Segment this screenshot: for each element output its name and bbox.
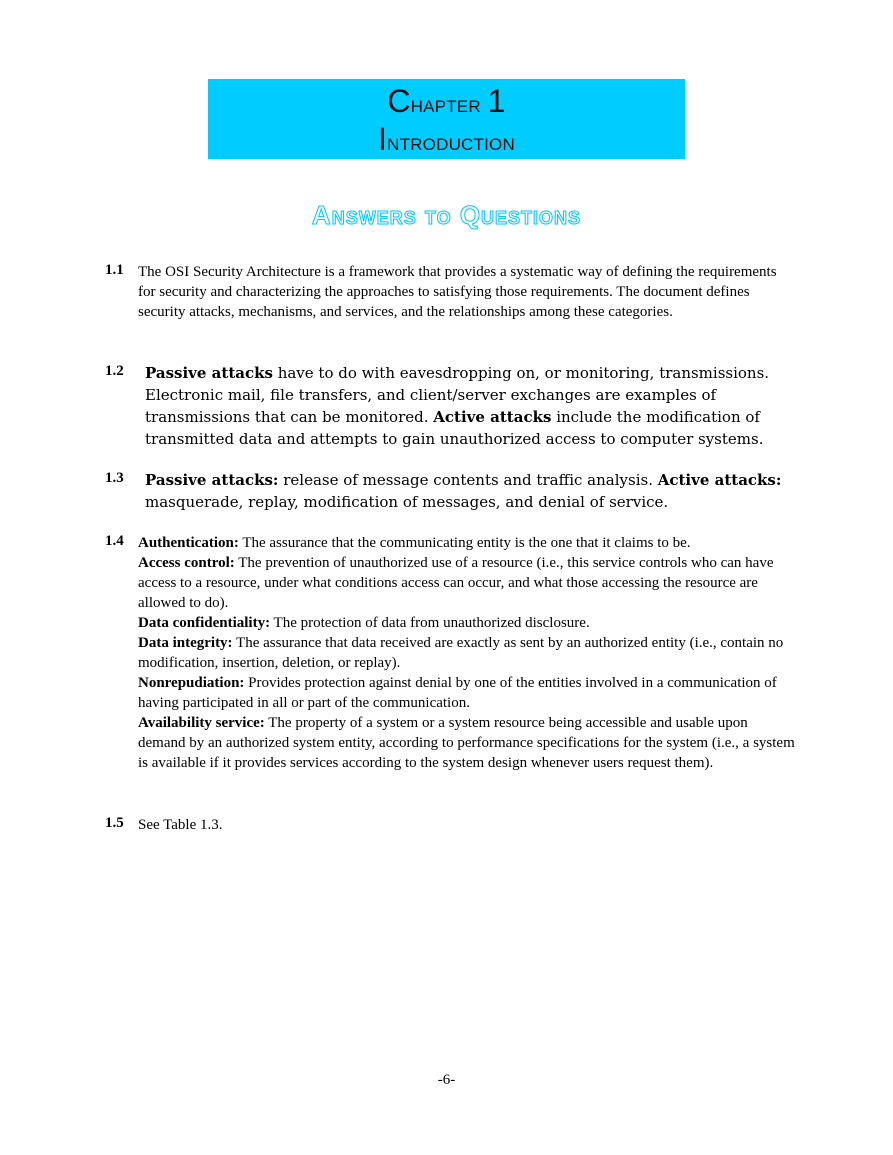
answer-item-1-4: [105, 533, 795, 773]
definition-text: Provides protection against denial by one of the entities involved in a communication of having participated in all or part of the communication.: [138, 675, 777, 711]
definition-data-confidentiality: [138, 613, 795, 633]
answer-item-1-1: [105, 262, 795, 322]
item-number: 1.2: [105, 363, 124, 379]
definition-term: Access control:: [138, 555, 235, 571]
chapter-title-initial: C: [387, 83, 411, 119]
answer-item-1-5: [105, 815, 795, 835]
chapter-subtitle: [208, 122, 685, 160]
item-text: See Table 1.3.: [138, 817, 223, 833]
definition-access-control: [138, 553, 795, 613]
term-passive-attacks: Passive attacks:: [145, 471, 279, 489]
item-text-part: have to do with eavesdropping on, or monitoring, transmissions. Electronic mail, file transfers, and client/server exchanges are examples of transmissions that can be monitored.: [145, 364, 770, 426]
item-definitions: [138, 533, 795, 773]
definition-authentication: [138, 533, 795, 553]
definition-text: The property of a system or a system resource being accessible and usable upon demand by an authorized system entity, according to performance specifications for the system (i.e., a system is available if it provides services according to the system design whenever users request them).: [138, 715, 795, 771]
item-text: [145, 362, 795, 450]
answer-item-1-3: [105, 469, 795, 513]
definition-term: Nonrepudiation:: [138, 675, 245, 691]
term-active-attacks: Active attacks: [433, 408, 552, 426]
chapter-subtitle-rest: ntroduction: [387, 129, 515, 156]
item-text-part: masquerade, replay, modification of messages, and denial of service.: [145, 493, 669, 511]
definition-term: Authentication:: [138, 535, 239, 551]
answer-item-1-2: [105, 362, 795, 450]
definition-text: The prevention of unauthorized use of a resource (i.e., this service controls who can have access to a resource, under what conditions access can occur, and what those accessing the resource are allowed to do).: [138, 555, 774, 611]
page-number: -6-: [437, 1072, 456, 1088]
definition-text: The assurance that the communicating entity is the one that it claims to be.: [238, 535, 691, 551]
item-text: The OSI Security Architecture is a framework that provides a systematic way of defining the requirements for security and characterizing the approaches to satisfying those requirements. The document defines security attacks, mechanisms, and services, and the relationships among these categories.: [138, 264, 777, 320]
definition-text: The assurance that data received are exactly as sent by an authorized entity (i.e., contain no modification, insertion, deletion, or replay).: [138, 635, 784, 671]
definition-term: Data integrity:: [138, 635, 233, 651]
item-text-part: release of message contents and traffic analysis.: [278, 471, 658, 489]
item-number: 1.4: [105, 533, 124, 549]
term-active-attacks: Active attacks:: [657, 471, 782, 489]
definition-availability-service: [138, 713, 795, 773]
item-number: 1.1: [105, 262, 124, 278]
definition-nonrepudiation: [138, 673, 795, 713]
section-title: Answers to Questions: [311, 200, 582, 230]
definition-term: Data confidentiality:: [138, 615, 271, 631]
item-number: 1.3: [105, 470, 124, 486]
definition-data-integrity: [138, 633, 795, 673]
chapter-subtitle-initial: I: [378, 121, 388, 157]
chapter-title: [208, 84, 685, 122]
definition-text: The protection of data from unauthorized disclosure.: [270, 615, 590, 631]
chapter-heading-box: [208, 79, 685, 159]
chapter-title-rest: hapter: [410, 91, 481, 118]
item-text: [145, 469, 795, 513]
item-text-part: include the modification of transmitted data and attempts to gain unauthorized access to computer systems.: [145, 408, 764, 448]
definition-term: Availability service:: [138, 715, 265, 731]
item-number: 1.5: [105, 815, 124, 831]
term-passive-attacks: Passive attacks: [145, 364, 273, 382]
chapter-number: 1: [487, 83, 506, 119]
